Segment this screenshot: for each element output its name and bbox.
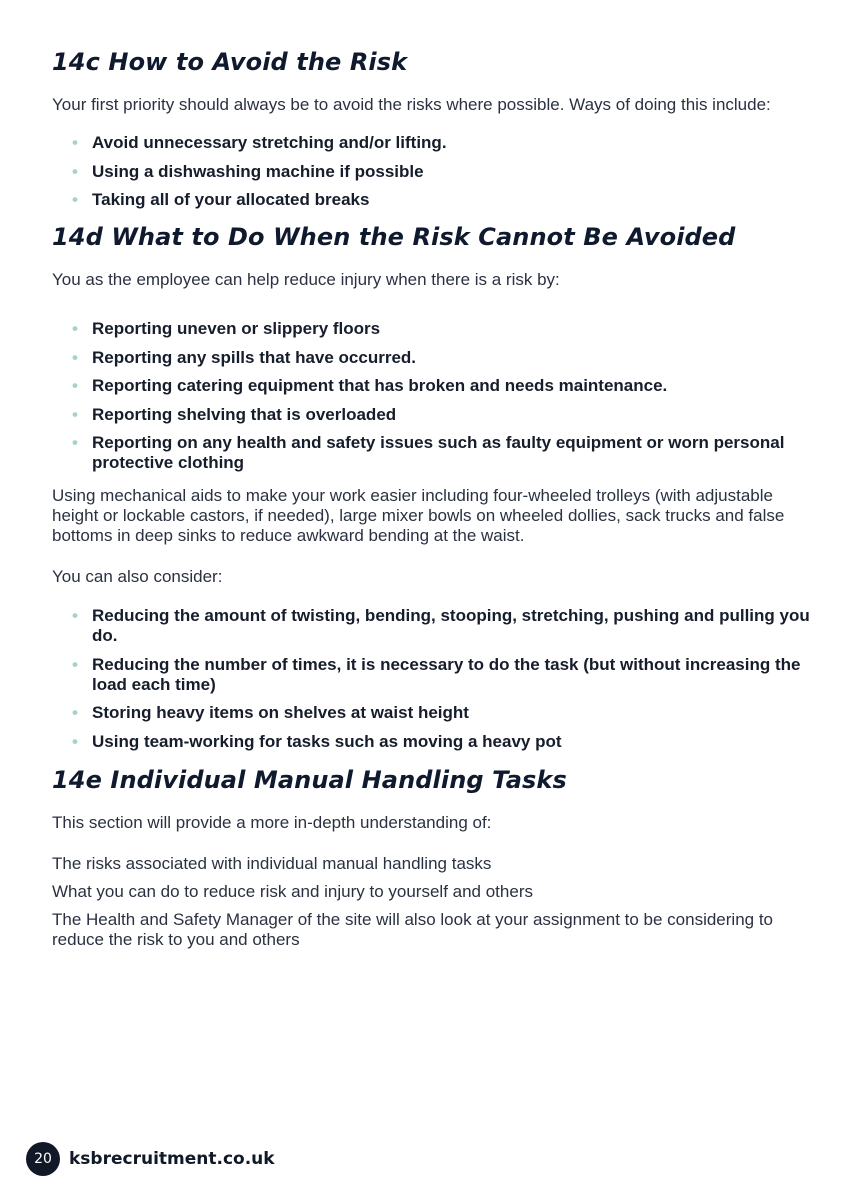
consider-intro: You can also consider:	[52, 567, 223, 586]
bullet-icon: •	[72, 347, 78, 367]
section-c-list	[52, 133, 812, 210]
heading-14c: 14c How to Avoid the Risk	[52, 48, 408, 76]
website-link[interactable]: ksbrecruitment.co.uk	[69, 1149, 275, 1169]
list-item: • Using team-working for tasks such as moving a heavy pot	[72, 731, 562, 751]
consider-list	[52, 606, 812, 752]
list-item: • Reducing the amount of twisting, bending, stooping, stretching, pushing and pulling you do.	[72, 606, 810, 645]
list-item: • Avoid unnecessary stretching and/or lifting.	[72, 133, 447, 152]
bullet-icon: •	[72, 190, 78, 209]
bullet-icon: •	[72, 404, 78, 424]
section-d-list	[52, 319, 812, 473]
bullet-icon: •	[72, 319, 78, 338]
page-number-badge: 20	[26, 1142, 60, 1176]
section-d-intro: You as the employee can help reduce injury when there is a risk by:	[52, 270, 560, 289]
section-e-line: The risks associated with individual manual handling tasks	[52, 853, 492, 873]
section-e-line: The Health and Safety Manager of the site will also look at your assignment to be considering to reduce the risk to you and others	[52, 909, 774, 949]
mechanical-aids-paragraph: Using mechanical aids to make your work easier including four-wheeled trolleys (with adjustable height or lockable castors, if needed), large mixer bowls on wheeled dollies, sack trucks and false bottoms in deep sinks to reduce awkward bending at the waist.	[52, 486, 785, 545]
heading-14d: 14d What to Do When the Risk Cannot Be Avoided	[52, 223, 736, 251]
bullet-icon: •	[72, 731, 78, 751]
section-e-intro: This section will provide a more in-depth understanding of:	[52, 812, 492, 832]
list-item: • Storing heavy items on shelves at waist height	[72, 703, 469, 722]
bullet-icon: •	[72, 133, 78, 152]
section-e-line: What you can do to reduce risk and injury to yourself and others	[52, 881, 533, 901]
bullet-icon: •	[72, 606, 78, 625]
bullet-icon: •	[72, 161, 78, 181]
bullet-icon: •	[72, 703, 78, 722]
list-item: • Reporting on any health and safety issues such as faulty equipment or worn personal protective clothing	[72, 433, 785, 472]
heading-14e: 14e Individual Manual Handling Tasks	[52, 765, 567, 794]
list-item: • Reporting shelving that is overloaded	[72, 404, 397, 424]
bullet-icon: •	[72, 376, 78, 395]
list-item: • Taking all of your allocated breaks	[72, 190, 370, 209]
section-c-intro: Your first priority should always be to avoid the risks where possible. Ways of doing this include:	[52, 95, 771, 114]
list-item: • Reporting uneven or slippery floors	[72, 319, 381, 338]
list-item: • Reporting catering equipment that has broken and needs maintenance.	[72, 376, 668, 395]
list-item: • Reporting any spills that have occurred.	[72, 347, 417, 367]
bullet-icon: •	[72, 433, 78, 452]
bullet-icon: •	[72, 654, 78, 674]
list-item: • Reducing the number of times, it is necessary to do the task (but without increasing the load each time)	[72, 654, 801, 694]
page-footer	[26, 1142, 275, 1176]
document-page	[52, 46, 812, 950]
list-item: • Using a dishwashing machine if possible	[72, 161, 424, 181]
